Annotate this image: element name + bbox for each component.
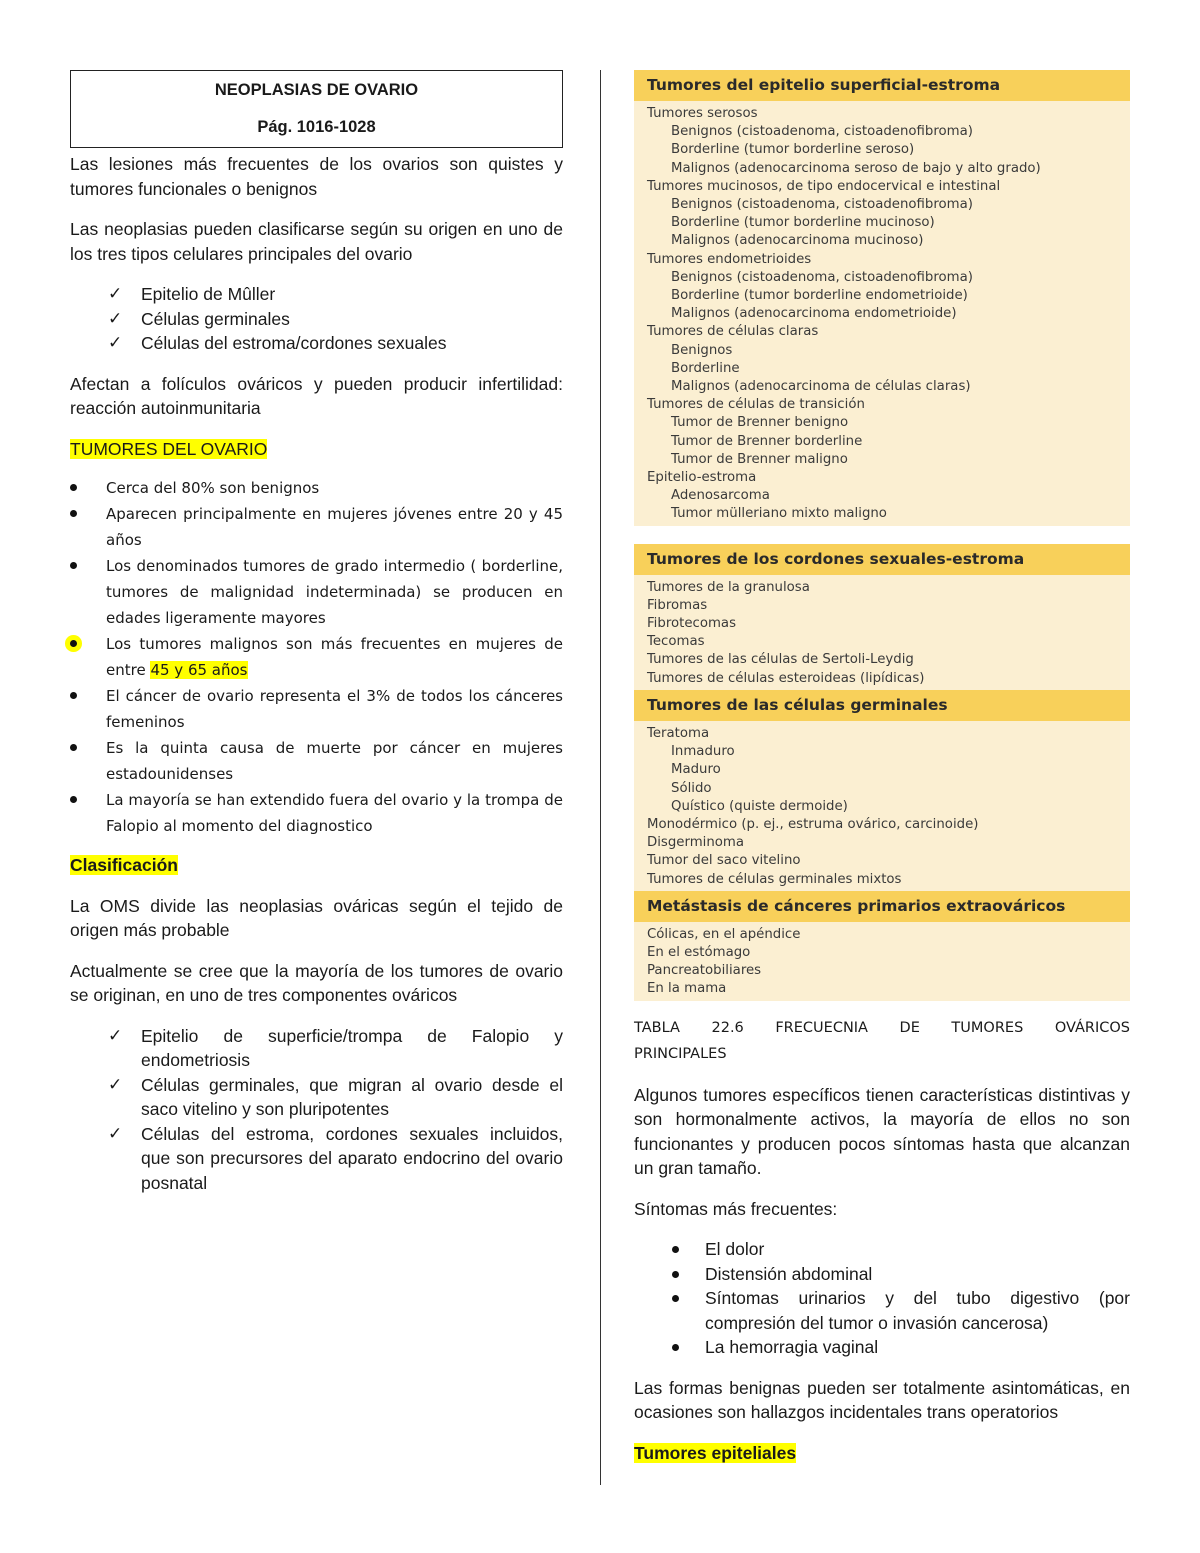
table-row: Pancreatobiliares [647, 963, 762, 979]
paragraph-benign: Las formas benignas pueden ser totalmente asintomáticas, en ocasiones son hallazgos incidentales trans operatorios [634, 1377, 1130, 1423]
table-row: Benignos (cistoadenoma, cistoadenofibroma) [671, 269, 973, 285]
table-row: En la mama [647, 981, 727, 997]
table-row: Tumores de las células de Sertoli-Leydig [647, 652, 914, 668]
paragraph-intro: Las lesiones más frecuentes de los ovarios son quistes y tumores funcionales o benignos [70, 154, 563, 199]
list-item: ✓ Epitelio de superficie/trompa de Falopio y endometriosis [108, 1025, 563, 1070]
table-row: Malignos (adenocarcinoma de células claras) [671, 379, 971, 395]
table-gap [634, 526, 1130, 544]
list-item: ✓ Células del estroma, cordones sexuales incluidos, que son precursores del aparato endocrino del ovario posnatal [108, 1123, 563, 1193]
checkmark-icon: ✓ [108, 284, 123, 303]
table-row: Malignos (adenocarcinoma mucinoso) [671, 233, 924, 249]
table-row: Benignos [671, 342, 733, 358]
table-section-rows [634, 101, 1130, 526]
table-row: Tumores de células esteroideas (lipídicas) [647, 670, 925, 686]
paragraph-oms: La OMS divide las neoplasias ováricas según el tejido de origen más probable [70, 895, 563, 940]
tumor-classification-table [634, 70, 1130, 1001]
bullet-icon [70, 796, 77, 803]
title-box [70, 70, 563, 148]
list-item: Cerca del 80% son benignos [70, 475, 563, 501]
table-row: Inmaduro [671, 744, 735, 760]
table-row: Malignos (adenocarcinoma seroso de bajo y alto grado) [671, 160, 1041, 176]
table-row: Tumor del saco vitelino [647, 853, 801, 869]
table-row: Tecomas [647, 634, 705, 650]
list-item: Los denominados tumores de grado intermedio ( borderline, tumores de malignidad indeterminada) se producen en edades ligeramente mayores [70, 553, 563, 631]
cell-types-list [70, 282, 563, 356]
table-row: Sólido [671, 780, 712, 796]
table-row: Epitelio-estroma [647, 470, 757, 486]
checkmark-icon: ✓ [108, 333, 123, 352]
table-row: Fibromas [647, 597, 708, 613]
table-row: Tumor de Brenner benigno [671, 415, 849, 431]
table-row: Tumores endometrioides [647, 251, 812, 267]
table-section-rows [634, 922, 1130, 1001]
paragraph-components: Actualmente se cree que la mayoría de los tumores de ovario se originan, en uno de tres componentes ováricos [70, 960, 563, 1005]
heading-clasificacion: Clasificación [70, 855, 178, 875]
components-list [70, 1024, 563, 1196]
tumor-facts-list [70, 475, 563, 839]
list-item: ✓ Epitelio de Mûller [70, 282, 563, 307]
table-row: Maduro [671, 762, 721, 778]
table-row: Tumor de Brenner borderline [671, 433, 863, 449]
bullet-icon [672, 1271, 679, 1278]
table-row: Quístico (quiste dermoide) [671, 798, 848, 814]
paragraph-hormonal: Algunos tumores específicos tienen características distintivas y son hormonalmente activos, la mayoría de ellos no son funcionantes y producen pocos síntomas hasta que alcanzan un gran tamaño. [634, 1084, 1130, 1179]
paragraph-symptoms: Síntomas más frecuentes: [634, 1198, 838, 1219]
table-row: Tumores de células de transición [647, 397, 865, 413]
paragraph-classification: Las neoplasias pueden clasificarse según su origen en uno de los tres tipos celulares principales del ovario [70, 219, 563, 264]
list-item: El cáncer de ovario representa el 3% de todos los cánceres femeninos [70, 683, 563, 735]
heading-epiteliales: Tumores epiteliales [634, 1442, 797, 1463]
heading-tumores: TUMORES DEL OVARIO [70, 438, 268, 459]
table-section-rows [634, 575, 1130, 690]
checkmark-icon: ✓ [108, 308, 123, 328]
list-item: El dolor [634, 1237, 1130, 1262]
bullet-icon [70, 510, 77, 517]
list-item: ✓ Células del estroma/cordones sexuales [70, 331, 563, 356]
list-item: Aparecen principalmente en mujeres jóvenes entre 20 y 45 años [70, 501, 563, 553]
table-row: Borderline (tumor borderline mucinoso) [671, 215, 935, 231]
checkmark-icon: ✓ [108, 1123, 123, 1143]
table-row: Tumores serosos [647, 106, 758, 121]
table-row: Malignos (adenocarcinoma endometrioide) [671, 306, 957, 322]
table-row: Borderline [671, 360, 740, 376]
table-section-header: Tumores del epitelio superficial-estroma [634, 70, 1130, 101]
table-caption: TABLA 22.6 FRECUECNIA DE TUMORES OVÁRICOS [634, 1019, 1130, 1036]
table-row: Adenosarcoma [671, 488, 770, 504]
table-section-rows [634, 721, 1130, 891]
list-item: Distensión abdominal [634, 1262, 1130, 1287]
table-row: Tumores de células claras [647, 324, 819, 340]
bullet-icon [672, 1246, 679, 1253]
page-title: NEOPLASIAS DE OVARIO [214, 81, 419, 99]
table-section-header: Tumores de las células germinales [634, 690, 1130, 721]
bullet-icon [672, 1344, 679, 1351]
list-item: Los tumores malignos son más frecuentes en mujeres de entre 45 y 65 años [70, 631, 563, 683]
table-caption-cont: PRINCIPALES [634, 1045, 727, 1062]
bullet-icon [70, 692, 77, 699]
bullet-icon [672, 1295, 679, 1302]
highlight-age-range: 45 y 65 años [150, 661, 248, 679]
table-section-header: Tumores de los cordones sexuales-estroma [634, 544, 1130, 575]
list-item: Es la quinta causa de muerte por cáncer en mujeres estadounidenses [70, 735, 563, 787]
table-row: Tumores de células germinales mixtos [647, 871, 902, 887]
table-row: Teratoma [647, 725, 710, 741]
bullet-icon [70, 640, 77, 647]
table-row: Tumor de Brenner maligno [671, 451, 848, 467]
table-row: Monodérmico (p. ej., estruma ovárico, carcinoide) [647, 816, 979, 832]
table-row: Borderline (tumor borderline endometrioide) [671, 288, 968, 304]
bullet-icon [70, 484, 77, 491]
left-column [70, 70, 563, 1195]
list-item: Síntomas urinarios y del tubo digestivo (por compresión del tumor o invasión cancerosa) [634, 1286, 1130, 1335]
checkmark-icon: ✓ [108, 1025, 123, 1045]
list-item: La hemorragia vaginal [634, 1335, 1130, 1360]
table-row: Benignos (cistoadenoma, cistoadenofibroma) [671, 197, 973, 213]
symptoms-list [634, 1237, 1130, 1360]
list-item: La mayoría se han extendido fuera del ovario y la trompa de Falopio al momento del diagnostico [70, 787, 563, 839]
list-item: ✓ Células germinales, que migran al ovario desde el saco vitelino y son pluripotentes [108, 1074, 563, 1119]
bullet-icon [70, 562, 77, 569]
table-section-header: Metástasis de cánceres primarios extraováricos [634, 891, 1130, 922]
right-column [634, 70, 1130, 1465]
table-row: Tumor mülleriano mixto maligno [671, 506, 887, 522]
table-row: Tumores mucinosos, de tipo endocervical e intestinal [647, 178, 1001, 194]
table-row: Benignos (cistoadenoma, cistoadenofibroma) [671, 124, 973, 140]
table-row: Borderline (tumor borderline seroso) [671, 142, 915, 158]
table-row: Disgerminoma [647, 835, 745, 851]
table-row: Cólicas, en el apéndice [647, 926, 801, 942]
table-row: Tumores de la granulosa [647, 579, 810, 595]
bullet-icon [70, 744, 77, 751]
checkmark-icon: ✓ [108, 1074, 123, 1094]
list-item: ✓ Células germinales [70, 307, 563, 332]
column-divider [600, 70, 601, 1485]
table-row: En el estómago [647, 944, 751, 960]
table-row: Fibrotecomas [647, 616, 736, 632]
page-range: Pág. 1016-1028 [257, 118, 376, 136]
paragraph-follicles: Afectan a folículos ováricos y pueden producir infertilidad: reacción autoinmunitaria [70, 373, 563, 418]
